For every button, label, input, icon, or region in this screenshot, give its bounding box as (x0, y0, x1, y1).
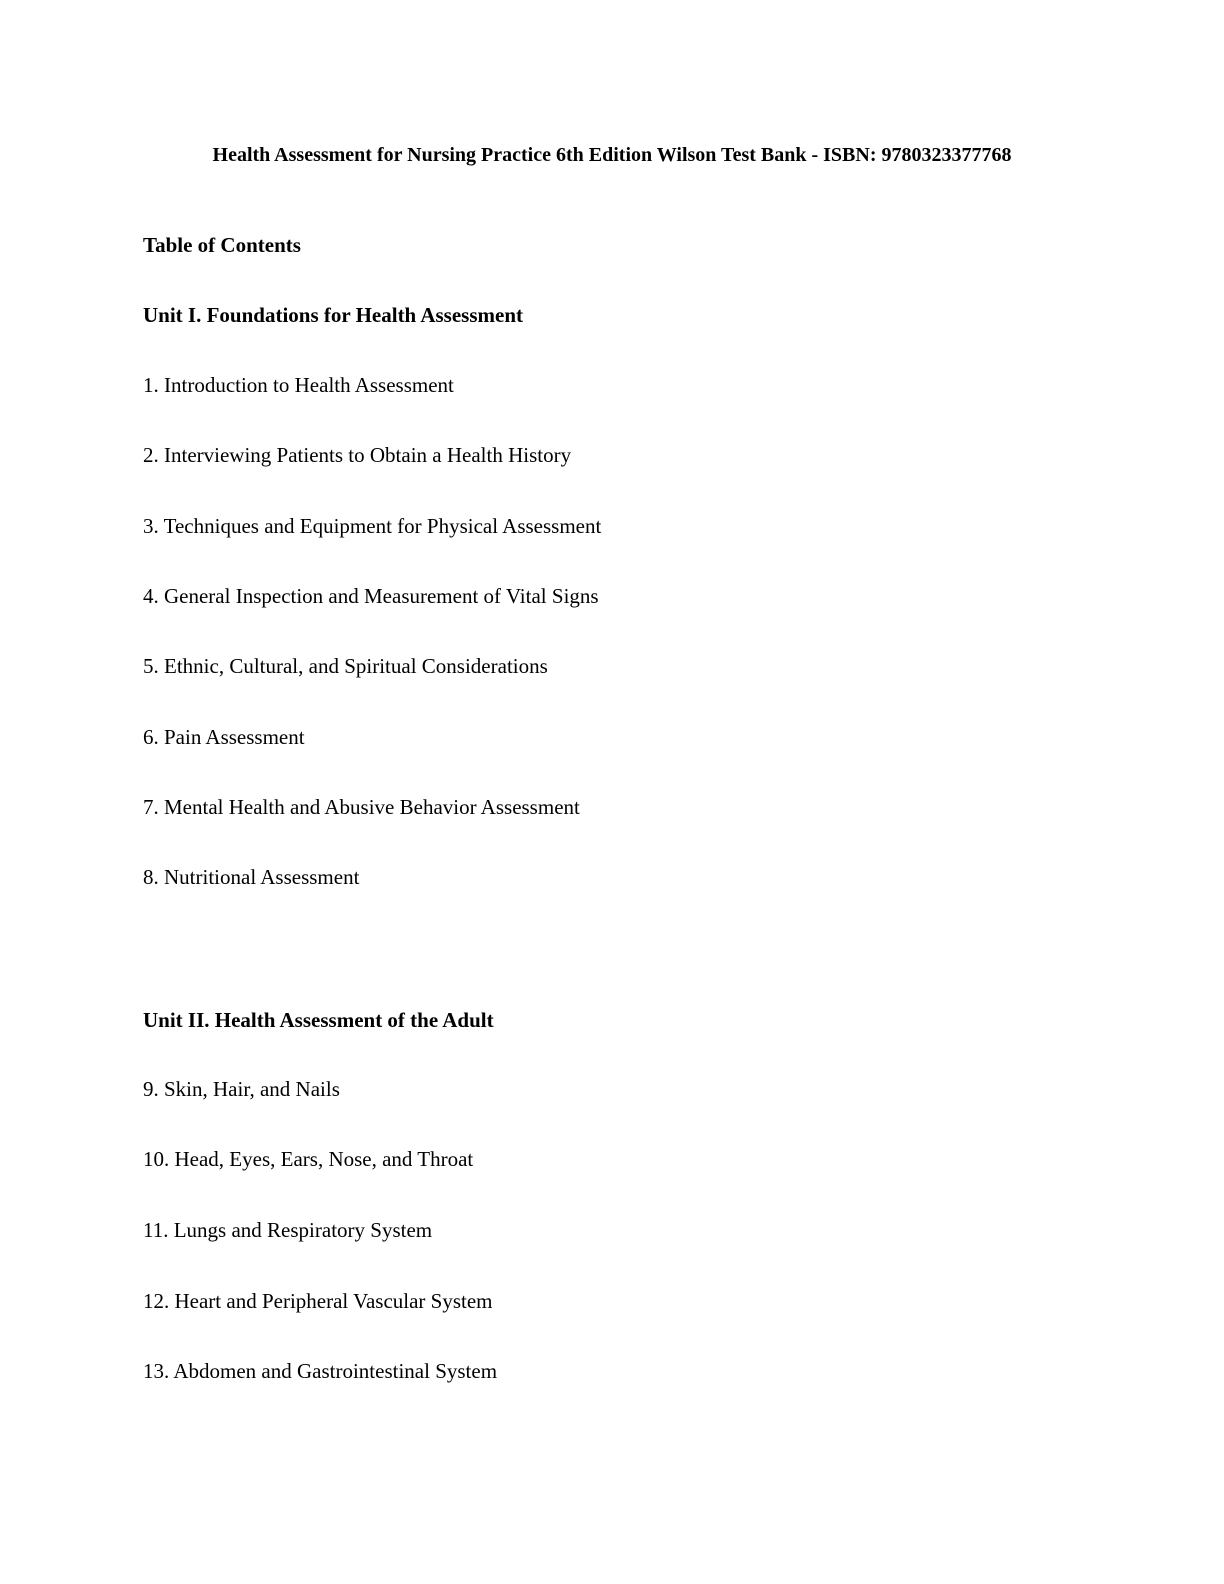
toc-entry: 10. Head, Eyes, Ears, Nose, and Throat (143, 1147, 474, 1171)
toc-entry: 2. Interviewing Patients to Obtain a Health History (143, 443, 572, 467)
toc-entry: 1. Introduction to Health Assessment (143, 373, 454, 397)
toc-entry: 5. Ethnic, Cultural, and Spiritual Considerations (143, 654, 548, 678)
toc-entry: 6. Pain Assessment (143, 725, 305, 749)
toc-heading: Table of Contents (143, 233, 301, 257)
unit-heading-2: Unit II. Health Assessment of the Adult (143, 1008, 494, 1032)
toc-entry: 11. Lungs and Respiratory System (143, 1218, 433, 1242)
toc-entry: 13. Abdomen and Gastrointestinal System (143, 1359, 498, 1383)
toc-entry: 12. Heart and Peripheral Vascular System (143, 1289, 493, 1313)
toc-entry: 9. Skin, Hair, and Nails (143, 1077, 340, 1101)
toc-entry: 7. Mental Health and Abusive Behavior Assessment (143, 795, 580, 819)
document-title: Health Assessment for Nursing Practice 6th Edition Wilson Test Bank - ISBN: 9780323377768 (212, 144, 1012, 166)
toc-entry: 3. Techniques and Equipment for Physical Assessment (143, 514, 602, 538)
toc-entry: 8. Nutritional Assessment (143, 865, 360, 889)
toc-entry: 4. General Inspection and Measurement of Vital Signs (143, 584, 599, 608)
unit-heading-1: Unit I. Foundations for Health Assessment (143, 303, 523, 327)
